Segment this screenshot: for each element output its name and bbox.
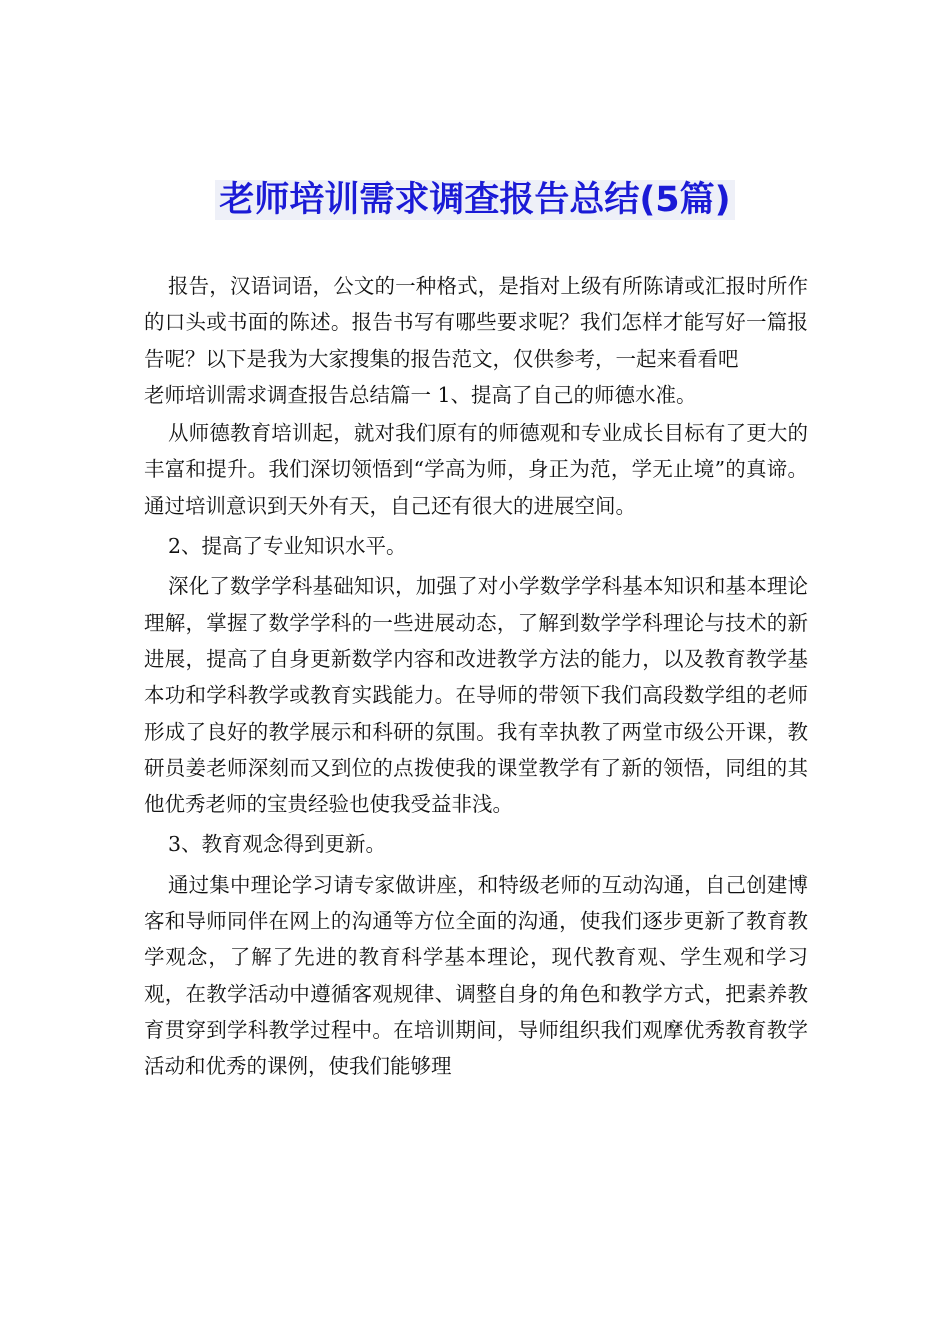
document-title-text: 老师培训需求调查报告总结(5篇) xyxy=(215,180,734,220)
document-title xyxy=(0,176,950,224)
intro-paragraph: 报告，汉语词语，公文的一种格式，是指对上级有所陈请或汇报时所作的口头或书面的陈述。报告书写有哪些要求呢？我们怎样才能写好一篇报告呢？以下是我为大家搜集的报告范文，仅供参考，一起来看看吧 xyxy=(144,274,808,371)
body-paragraph-3: 通过集中理论学习请专家做讲座，和特级老师的互动沟通，自己创建博客和导师同伴在网上的沟通等方位全面的沟通，使我们逐步更新了教育教学观念，了解了先进的教育科学基本理论，现代教育观、学生观和学习观，在教学活动中遵循客观规律、调整自身的角色和教学方式，把素养教育贯穿到学科教学过程中。在培训期间，导师组织我们观摩优秀教育教学活动和优秀的课例，使我们能够理 xyxy=(144,872,808,1079)
point-heading-3: 3、教育观念得到更新。 xyxy=(168,832,387,857)
document-body xyxy=(144,268,808,1085)
point-heading-2: 2、提高了专业知识水平。 xyxy=(168,534,407,559)
body-paragraph-2: 深化了数学学科基础知识，加强了对小学数学学科基本知识和基本理论理解，掌握了数学学科的一些进展动态，了解到数学学科理论与技术的新进展，提高了自身更新数学内容和改进教学方法的能力，以及教育教学基本功和学科教学或教育实践能力。在导师的带领下我们高段数学组的老师形成了良好的教学展示和科研的氛围。我有幸执教了两堂市级公开课，教研员姜老师深刻而又到位的点拨使我的课堂教学有了新的领悟，同组的其他优秀老师的宝贵经验也使我受益非浅。 xyxy=(144,574,808,817)
body-paragraph-1: 从师德教育培训起，就对我们原有的师德观和专业成长目标有了更大的丰富和提升。我们深切领悟到“学高为师，身正为范，学无止境”的真谛。通过培训意识到天外有天，自己还有很大的进展空间。 xyxy=(144,421,808,518)
section-heading-paragraph: 老师培训需求调查报告总结篇一 1、提高了自己的师德水准。 xyxy=(144,382,697,407)
